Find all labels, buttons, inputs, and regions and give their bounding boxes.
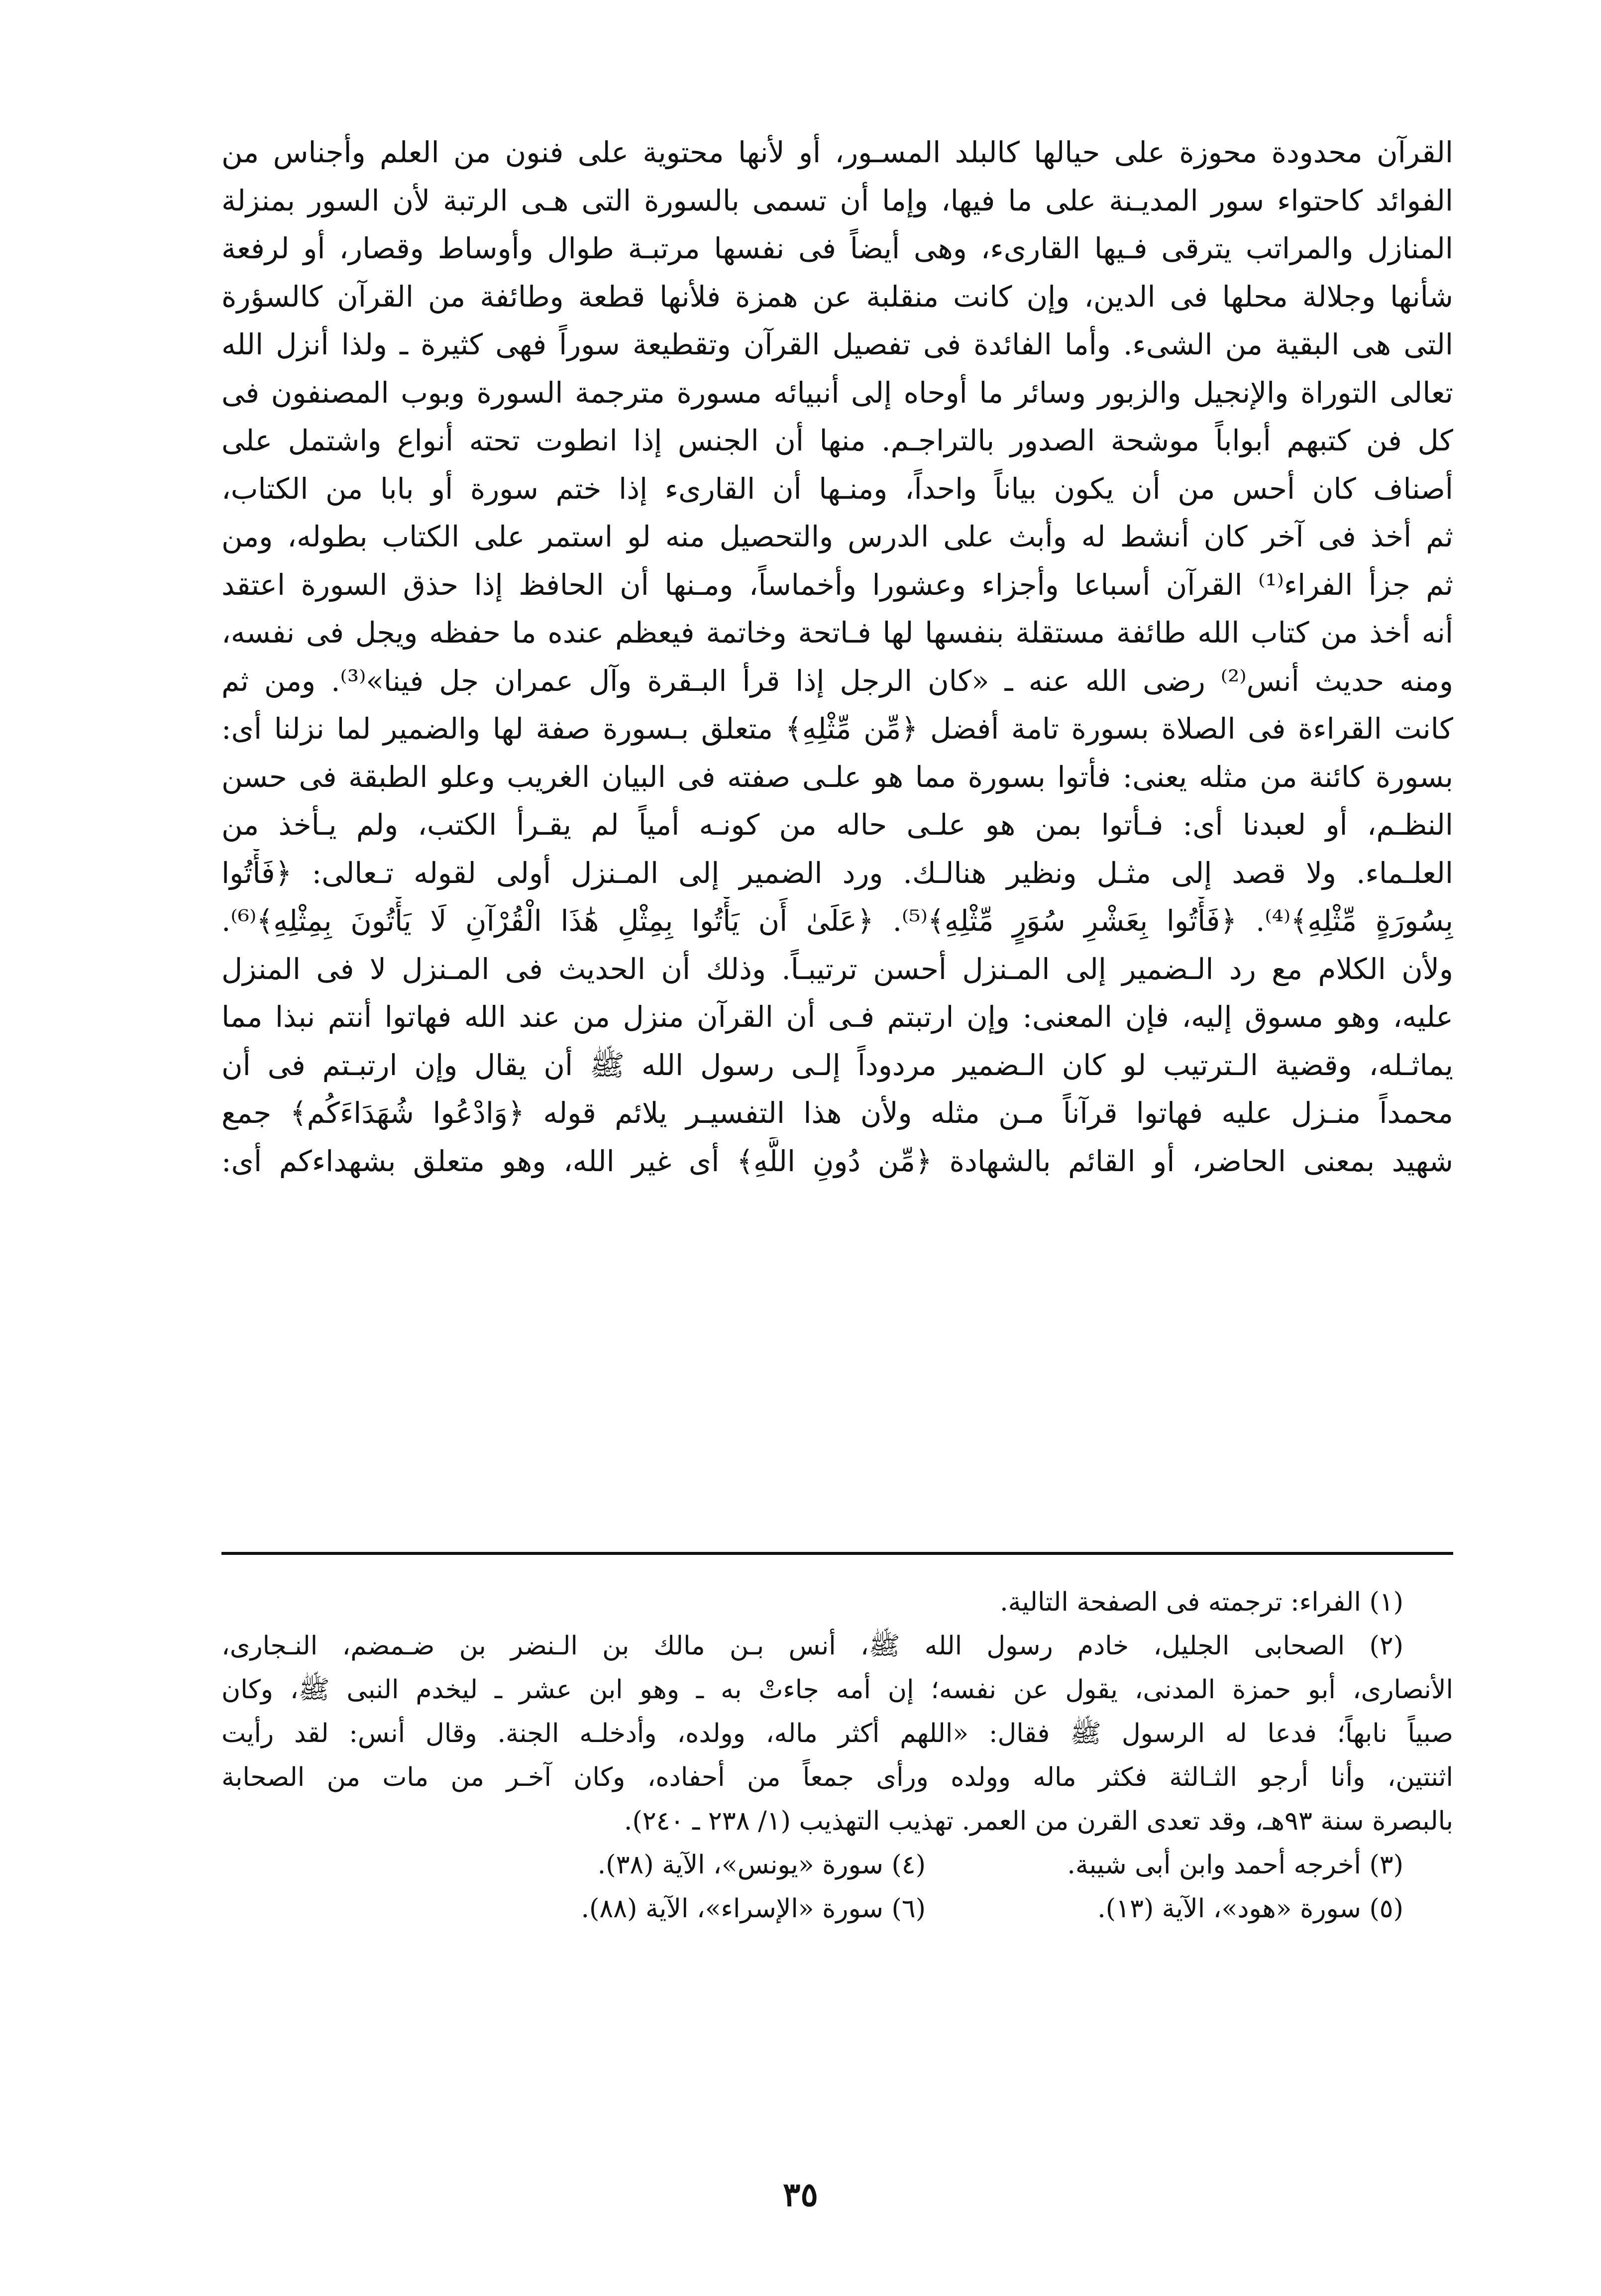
footnotes-block <box>221 1580 1453 1931</box>
footnote-1: (١) الفراء: ترجمته فى الصفحة التالية. <box>1000 1587 1403 1617</box>
text-line: ولأن الكلام مع رد الـضمير إلى المـنزل أحسن ترتيبـاً. وذلك أن الحديث فى المـنزل لا فى المنزل <box>221 952 1453 986</box>
footnote-2-line: الأنصارى، أبو حمزة المدنى، يقول عن نفسه؛ إن أمه جاءتْ به ـ وهو ابن عشر ـ ليخدم النبى ﷺ، وكان <box>221 1675 1453 1705</box>
footnote-3: (٣) أخرجه أحمد وابن أبى شيبة. <box>1067 1850 1403 1880</box>
footnote-row <box>221 1843 1453 1887</box>
footnote-4: (٤) سورة «يونس»، الآية (٣٨). <box>597 1850 926 1880</box>
text-line: ومنه حديث أنس⁽²⁾ رضى الله عنه ـ «كان الرجل إذا قرأ البـقرة وآل عمران جل فينا»⁽³⁾. ومن ثم <box>221 663 1453 698</box>
footnote-6: (٦) سورة «الإسراء»، الآية (٨٨). <box>581 1894 926 1924</box>
page-number: ٣٥ <box>783 2175 818 2214</box>
footnote-2-line: صبياً نابهاً؛ فدعا له الرسول ﷺ فقال: «اللهم أكثر ماله، وولده، وأدخلـه الجنة. وقال أنس: لقد رأيت <box>221 1719 1453 1749</box>
text-line: شهيد بمعنى الحاضر، أو القائم بالشهادة ﴿مِّن دُونِ اللَّهِ﴾ أى غير الله، وهو متعلق بشهداءكم أى: <box>221 1144 1453 1178</box>
footnote-2-line: اثنتين، وأنا أرجو الثـالثة فكثر ماله وولده ورأى جمعاً من أحفاده، وكان آخـر من مات من الصحابة <box>221 1762 1453 1792</box>
text-line: كل فن كتبهم أبواباً موشحة الصدور بالتراجـم. منها أن الجنس إذا انطوت تحته أنواع واشتمل على <box>221 424 1453 457</box>
text-line: أصناف كان أحس من أن يكون بياناً واحداً، ومنـها أن القارىء إذا ختم سورة أو بابا من الكتاب، <box>221 471 1453 506</box>
text-line: محمداً منـزل عليه فهاتوا قرآناً مـن مثله ولأن هذا التفسيـر يلائم قوله ﴿وَادْعُوا شُهَدَاءَكُم﴾ جمع <box>221 1096 1453 1130</box>
text-line: بسورة كائنة من مثله يعنى: فأتوا بسورة مما هو علـى صفته فى البيان الغريب وعلو الطبقة فى حسن <box>221 760 1453 794</box>
text-line: شأنها وجلالة محلها فى الدين، وإن كانت منقلبة عن همزة فلأنها قطعة وطائفة من القرآن كالسؤرة <box>221 279 1453 314</box>
text-line: النظـم، أو لعبدنا أى: فـأتوا بمن هو علـى حاله من كونـه أمياً لم يقـرأ الكتب، ولم يـأخذ من <box>221 808 1453 842</box>
text-line: المنازل والمراتب يترقى فـيها القارىء، وهى أيضاً فى نفسها مرتبـة طوال وأوساط وقصار، أو لرفعة <box>221 231 1453 265</box>
text-line: أنه أخذ من كتاب الله طائفة مستقلة بنفسها لها فـاتحة وخاتمة فيعظم عنده ما حفظه ويجل فى نفسه، <box>221 616 1453 650</box>
text-line: ثم أخذ فى آخر كان أنشط له وأبث على الدرس والتحصيل منه لو استمر على الكتاب بطوله، ومن <box>221 520 1453 553</box>
footnote-5: (٥) سورة «هود»، الآية (١٣). <box>1097 1894 1403 1924</box>
footnote-row <box>221 1887 1453 1931</box>
text-line: التى هى البقية من الشىء. وأما الفائدة فى تفصيل القرآن وتقطيعة سوراً فهى كثيرة ـ ولذا أنزل الله <box>221 328 1453 361</box>
text-line: العلـماء. ولا قصد إلى مثـل ونظير هنالـك. ورد الضمير إلى المـنزل أولى لقوله تـعالى: ﴿فَأْتُوا <box>221 856 1453 890</box>
footnote-separator <box>221 1552 1453 1555</box>
text-line: يماثـله، وقضية الـترتيب لو كان الـضمير مردوداً إلـى رسول الله ﷺ أن يقال وإن ارتبـتم فى أن <box>221 1048 1453 1082</box>
text-line: تعالى التوراة والإنجيل والزبور وسائر ما أوحاه إلى أنبيائه مسورة مترجمة السورة وبوب المصنفون فى <box>221 375 1453 410</box>
text-line: القرآن محدودة محوزة على حيالها كالبلد المسـور، أو لأنها محتوية على فنون من العلم وأجناس من <box>221 135 1453 169</box>
footnote-2-line: بالبصرة سنة ٩٣هـ، وقد تعدى القرن من العمر. تهذيب التهذيب (١/ ٢٣٨ ـ ٢٤٠). <box>624 1806 1453 1836</box>
text-line: عليه، وهو مسوق إليه، فإن المعنى: وإن ارتبتم فـى أن القرآن منزل من عند الله فهاتوا أنتم نبذا مما <box>221 1000 1453 1034</box>
text-line: كانت القراءة فى الصلاة بسورة تامة أفضل ﴿مِّن مِّثْلِهِ﴾ متعلق بـسورة صفة لها والضمير لما نزلنا أى: <box>221 712 1453 746</box>
text-line: بِسُورَةٍ مِّثْلِهِ﴾⁽⁴⁾. ﴿فَأْتُوا بِعَشْرِ سُوَرٍ مِّثْلِهِ﴾⁽⁵⁾. ﴿عَلَىٰ أَن يَأْتُوا بِمِثْلِ هَٰذَا الْقُرْآنِ لَا يَأْتُونَ بِمِثْلِهِ﴾⁽⁶⁾. <box>221 904 1453 938</box>
main-text-block <box>221 128 1453 1185</box>
text-line: ثم جزأ الفراء⁽¹⁾ القرآن أسباعا وأجزاء وعشورا وأخماساً، ومـنها أن الحافظ إذا حذق السورة اعتقد <box>221 567 1453 602</box>
text-line: الفوائد كاحتواء سور المديـنة على ما فيها، وإما أن تسمى بالسورة التى هـى الرتبة لأن السور بمنزلة <box>221 183 1453 218</box>
footnote-2-line: (٢) الصحابى الجليل، خادم رسول الله ﷺ، أنس بـن مالك بن الـنضر بن ضـمضم، النـجارى، <box>221 1631 1403 1661</box>
